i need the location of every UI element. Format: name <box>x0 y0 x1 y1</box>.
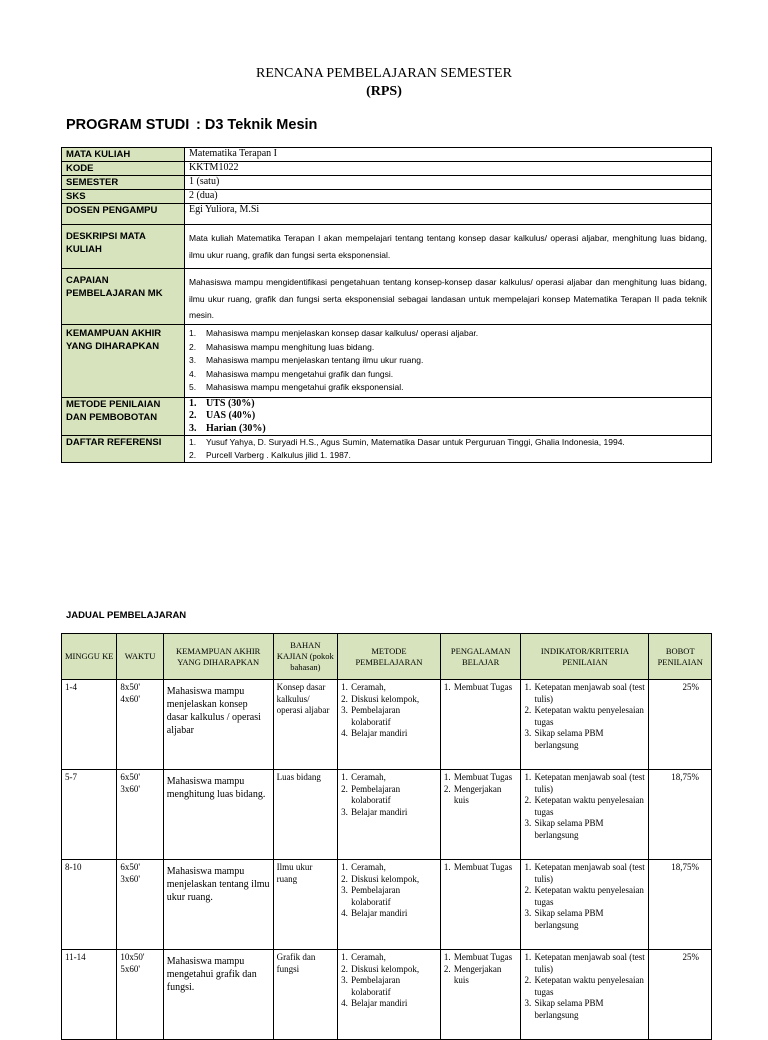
header-pengalaman: PENGALAMAN BELAJAR <box>440 634 521 680</box>
value-referensi <box>185 436 712 463</box>
cell-minggu: 11-14 <box>62 950 117 1040</box>
row-deskripsi <box>62 225 712 269</box>
row-mata-kuliah <box>62 148 712 162</box>
label-dosen: DOSEN PENGAMPU <box>62 204 185 225</box>
table-row <box>62 950 712 1040</box>
cell-metode <box>338 680 441 770</box>
cell-pengalaman <box>440 860 521 950</box>
value-sks: 2 (dua) <box>185 190 712 204</box>
cell-pengalaman <box>440 770 521 860</box>
jadual-title: JADUAL PEMBELAJARAN <box>66 610 187 621</box>
cell-indikator <box>521 770 649 860</box>
metode-list <box>189 398 707 436</box>
label-sks: SKS <box>62 190 185 204</box>
cell-metode <box>338 860 441 950</box>
list-item: 1. Ketepatan menjawab soal (test tulis) <box>524 772 645 794</box>
list-item: 2. Ketepatan waktu penyelesaian tugas <box>524 795 644 817</box>
header-kemampuan: KEMAMPUAN AKHIR YANG DIHARAPKAN <box>163 634 273 680</box>
list-item: 3. Belajar mandiri <box>341 806 408 817</box>
cell-kemampuan: Mahasiswa mampu menjelaskan konsep dasar kalkulus / operasi aljabar <box>163 680 273 770</box>
list-item: 2. Diskusi kelompok, <box>341 963 420 974</box>
list-item: 2. Ketepatan waktu penyelesaian tugas <box>524 705 644 727</box>
row-dosen <box>62 204 712 225</box>
label-deskripsi: DESKRIPSI MATA KULIAH <box>62 225 185 269</box>
list-item: 1. Ceramah, <box>341 862 386 872</box>
list-item: 1. Ketepatan menjawab soal (test tulis) <box>524 862 645 884</box>
metode-item: 3. Harian (30%) <box>189 422 266 434</box>
header-bobot: BOBOT PENILAIAN <box>649 634 712 680</box>
kemampuan-item: 3. Mahasiswa mampu menjelaskan tentang ilmu ukur ruang. <box>189 355 424 365</box>
cell-indikator <box>521 680 649 770</box>
rps-info-table <box>61 147 712 463</box>
label-capaian: CAPAIAN PEMBELAJARAN MK <box>62 269 185 325</box>
cell-bobot: 25% <box>649 950 712 1040</box>
row-kode <box>62 162 712 176</box>
referensi-item: 2. Purcell Varberg . Kalkulus jilid 1. 1987. <box>189 450 351 460</box>
table-row <box>62 770 712 860</box>
row-sks <box>62 190 712 204</box>
list-item: 4. Belajar mandiri <box>341 728 408 738</box>
cell-metode <box>338 770 441 860</box>
list-item: 2. Diskusi kelompok, <box>341 873 420 884</box>
list-item: 1. Membuat Tugas <box>443 682 513 692</box>
list-item: 3. Pembelajaran kolaboratif <box>341 885 401 907</box>
jadual-table <box>61 633 712 1040</box>
metode-item: 1. UTS (30%) <box>189 397 255 409</box>
cell-kemampuan: Mahasiswa mampu menjelaskan tentang ilmu ukur ruang. <box>163 860 273 950</box>
list-item: 3. Sikap selama PBM berlangsung <box>524 728 604 750</box>
program-studi-value: : D3 Teknik Mesin <box>196 117 318 133</box>
cell-kemampuan: Mahasiswa mampu mengetahui grafik dan fungsi. <box>163 950 273 1040</box>
kemampuan-item: 1. Mahasiswa mampu menjelaskan konsep dasar kalkulus/ operasi aljabar. <box>189 328 479 338</box>
referensi-list <box>189 436 707 462</box>
header-indikator: INDIKATOR/KRITERIA PENILAIAN <box>521 634 649 680</box>
list-item: 1. Ketepatan menjawab soal (test tulis) <box>524 682 645 704</box>
list-item: 1. Membuat Tugas <box>443 952 513 962</box>
label-semester: SEMESTER <box>62 176 185 190</box>
cell-minggu: 1-4 <box>62 680 117 770</box>
cell-kemampuan: Mahasiswa mampu menghitung luas bidang. <box>163 770 273 860</box>
header-waktu: WAKTU <box>117 634 163 680</box>
value-kemampuan <box>185 325 712 398</box>
cell-waktu: 6x50' 3x60' <box>117 860 163 950</box>
list-item: 2. Pembelajaran kolaboratif <box>341 783 401 805</box>
list-item: 2. Mengerjakan kuis <box>443 783 502 805</box>
cell-waktu: 8x50' 4x60' <box>117 680 163 770</box>
cell-waktu: 6x50' 3x60' <box>117 770 163 860</box>
cell-minggu: 5-7 <box>62 770 117 860</box>
list-item: 4. Belajar mandiri <box>341 908 408 918</box>
kemampuan-list <box>189 327 707 395</box>
referensi-item: 1. Yusuf Yahya, D. Suryadi H.S., Agus Sumin, Matematika Dasar untuk Perguruan Tinggi, Ghalia Indonesia, 1994. <box>189 437 625 447</box>
program-studi-label: PROGRAM STUDI <box>66 117 190 133</box>
header-minggu: MINGGU KE <box>62 634 117 680</box>
list-item: 4. Belajar mandiri <box>341 998 408 1008</box>
value-dosen: Egi Yuliora, M.Si <box>185 204 712 225</box>
row-kemampuan <box>62 325 712 398</box>
value-kode: KKTM1022 <box>185 162 712 176</box>
value-metode <box>185 397 712 436</box>
cell-bahan: Ilmu ukur ruang <box>273 860 337 950</box>
cell-bobot: 18,75% <box>649 770 712 860</box>
header-metode: METODE PEMBELAJARAN <box>338 634 441 680</box>
label-kode: KODE <box>62 162 185 176</box>
row-semester <box>62 176 712 190</box>
value-capaian: Mahasiswa mampu mengidentifikasi pengetahuan tentang konsep-konsep dasar kalkulus/ operasi aljabar dan menghitung luas bidang, ilmu ukur ruang, grafik dan fungsi serta eksponensial sebagai landasan untuk mempelajari konsep Matematika Terapan II pada teknik mesin. <box>185 269 712 325</box>
cell-waktu: 10x50' 5x60' <box>117 950 163 1040</box>
list-item: 1. Ceramah, <box>341 952 386 962</box>
list-item: 2. Ketepatan waktu penyelesaian tugas <box>524 975 644 997</box>
kemampuan-item: 2. Mahasiswa mampu menghitung luas bidang. <box>189 341 375 352</box>
label-kemampuan: KEMAMPUAN AKHIR YANG DIHARAPKAN <box>62 325 185 398</box>
list-item: 3. Sikap selama PBM berlangsung <box>524 998 604 1020</box>
cell-minggu: 8-10 <box>62 860 117 950</box>
kemampuan-item: 4. Mahasiswa mampu mengetahui grafik dan fungsi. <box>189 368 394 379</box>
cell-bahan: Grafik dan fungsi <box>273 950 337 1040</box>
row-metode <box>62 397 712 436</box>
value-deskripsi: Mata kuliah Matematika Terapan I akan mempelajari tentang tentang konsep dasar kalkulus/ operasi aljabar, menghitung luas bidang, ilmu ukur ruang, grafik dan fungsi serta eksponensial. <box>185 225 712 269</box>
list-item: 1. Ketepatan menjawab soal (test tulis) <box>524 952 645 974</box>
table-row <box>62 860 712 950</box>
list-item: 1. Membuat Tugas <box>443 772 513 782</box>
list-item: 3. Pembelajaran kolaboratif <box>341 975 401 997</box>
cell-bahan: Konsep dasar kalkulus/ operasi aljabar <box>273 680 337 770</box>
cell-indikator <box>521 860 649 950</box>
cell-pengalaman <box>440 680 521 770</box>
list-item: 2. Diskusi kelompok, <box>341 693 420 704</box>
header-bahan: BAHAN KAJIAN (pokok bahasan) <box>273 634 337 680</box>
list-item: 3. Sikap selama PBM berlangsung <box>524 818 604 840</box>
row-referensi <box>62 436 712 463</box>
label-mata-kuliah: MATA KULIAH <box>62 148 185 162</box>
cell-bobot: 25% <box>649 680 712 770</box>
list-item: 1. Ceramah, <box>341 682 386 692</box>
label-referensi: DAFTAR REFERENSI <box>62 436 185 463</box>
label-metode: METODE PENILAIAN DAN PEMBOBOTAN <box>62 397 185 436</box>
cell-pengalaman <box>440 950 521 1040</box>
kemampuan-item: 5. Mahasiswa mampu mengetahui grafik eksponensial. <box>189 382 404 392</box>
list-item: 1. Membuat Tugas <box>443 862 513 872</box>
cell-bahan: Luas bidang <box>273 770 337 860</box>
list-item: 3. Sikap selama PBM berlangsung <box>524 908 604 930</box>
document-title: RENCANA PEMBELAJARAN SEMESTER <box>256 66 512 81</box>
list-item: 1. Ceramah, <box>341 772 386 782</box>
list-item: 2. Ketepatan waktu penyelesaian tugas <box>524 885 644 907</box>
cell-metode <box>338 950 441 1040</box>
list-item: 2. Mengerjakan kuis <box>443 963 502 985</box>
program-studi <box>66 117 317 133</box>
value-mata-kuliah: Matematika Terapan I <box>185 148 712 162</box>
row-capaian <box>62 269 712 325</box>
value-semester: 1 (satu) <box>185 176 712 190</box>
cell-indikator <box>521 950 649 1040</box>
document-subtitle: (RPS) <box>366 84 402 99</box>
jadual-header-row <box>62 634 712 680</box>
cell-bobot: 18,75% <box>649 860 712 950</box>
table-row <box>62 680 712 770</box>
metode-item: 2. UAS (40%) <box>189 410 256 421</box>
list-item: 3. Pembelajaran kolaboratif <box>341 705 401 727</box>
